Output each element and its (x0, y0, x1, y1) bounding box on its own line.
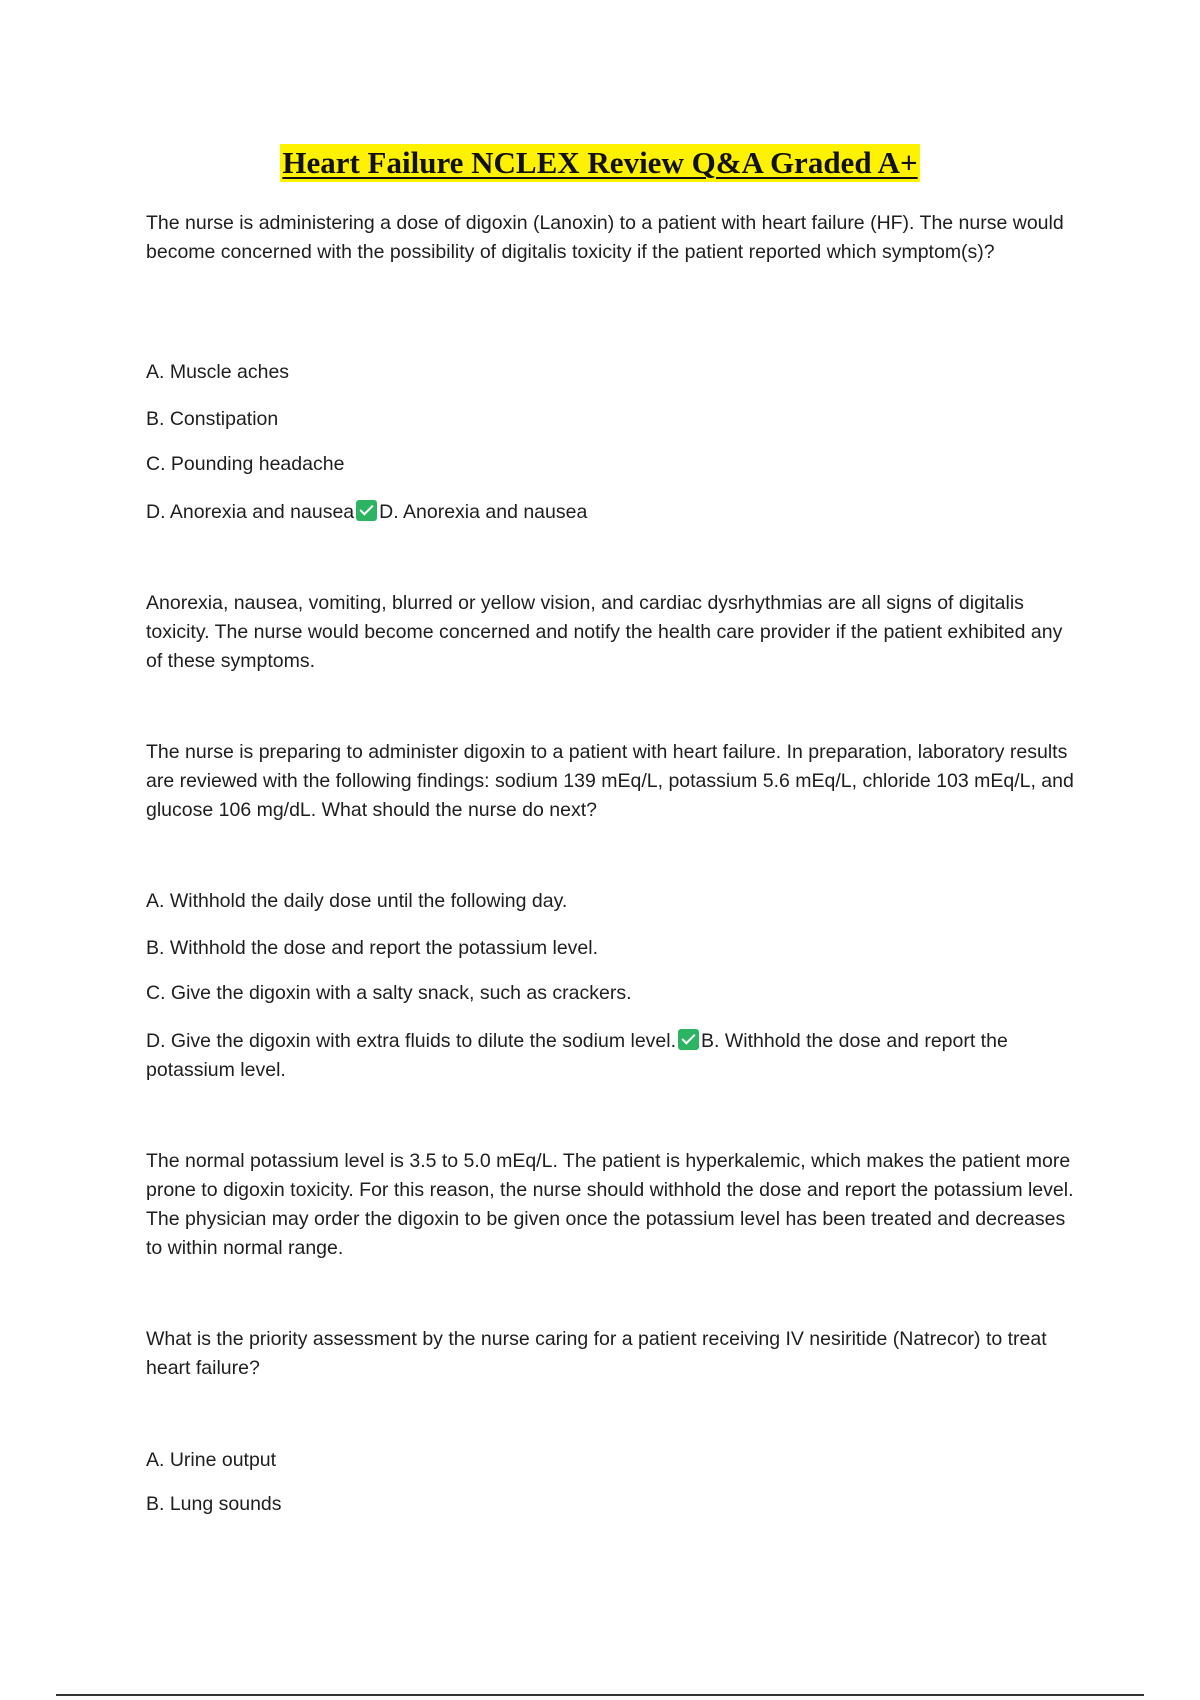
question-1-option-b: B. Constipation (146, 408, 279, 430)
question-2-option-c: C. Give the digoxin with a salty snack, such as crackers. (146, 982, 632, 1004)
question-1-option-a: A. Muscle aches (146, 361, 290, 383)
question-3-option-a: A. Urine output (146, 1449, 277, 1471)
question-2-option-d: D. Give the digoxin with extra fluids to dilute the sodium level. (146, 1030, 677, 1052)
question-1-option-c: C. Pounding headache (146, 453, 345, 475)
question-3-option-b: B. Lung sounds (146, 1493, 282, 1515)
title-container (0, 144, 1200, 182)
question-2-option-d-line (146, 1027, 1076, 1085)
question-2-answer: B. Withhold the dose and report the potassium level. (146, 1030, 1008, 1081)
question-1-stem: The nurse is administering a dose of digoxin (Lanoxin) to a patient with heart failure (HF). The nurse would become concerned with the possibility of digitalis toxicity if the patient reported which symptom(s)? (146, 212, 1064, 263)
question-1-rationale: Anorexia, nausea, vomiting, blurred or yellow vision, and cardiac dysrhythmias are all signs of digitalis toxicity. The nurse would become concerned and notify the health care provider if the patient exhibited any of these symptoms. (146, 592, 1063, 672)
document-title: Heart Failure NCLEX Review Q&A Graded A+ (282, 145, 918, 180)
question-1-option-d-line (146, 498, 1076, 527)
question-2-option-b: B. Withhold the dose and report the potassium level. (146, 937, 599, 959)
question-2-stem: The nurse is preparing to administer digoxin to a patient with heart failure. In preparation, laboratory results are reviewed with the following findings: sodium 139 mEq/L, potassium 5.6 mEq/L, chloride 103 mEq/L, and glucose 106 mg/dL. What should the nurse do next? (146, 741, 1074, 821)
check-mark-icon (356, 500, 377, 521)
question-2-option-a: A. Withhold the daily dose until the following day. (146, 890, 568, 912)
question-2-rationale: The normal potassium level is 3.5 to 5.0 mEq/L. The patient is hyperkalemic, which makes the patient more prone to digoxin toxicity. For this reason, the nurse should withhold the dose and report the potassium level. The physician may order the digoxin to be given once the potassium level has been treated and decreases to within normal range. (146, 1150, 1074, 1259)
question-3-stem: What is the priority assessment by the nurse caring for a patient receiving IV nesiritide (Natrecor) to treat heart failure? (146, 1328, 1047, 1379)
page-bottom-rule (56, 1694, 1144, 1696)
check-mark-icon (678, 1029, 699, 1050)
question-1-answer: D. Anorexia and nausea (379, 501, 588, 523)
question-1-option-d: D. Anorexia and nausea (146, 501, 355, 523)
